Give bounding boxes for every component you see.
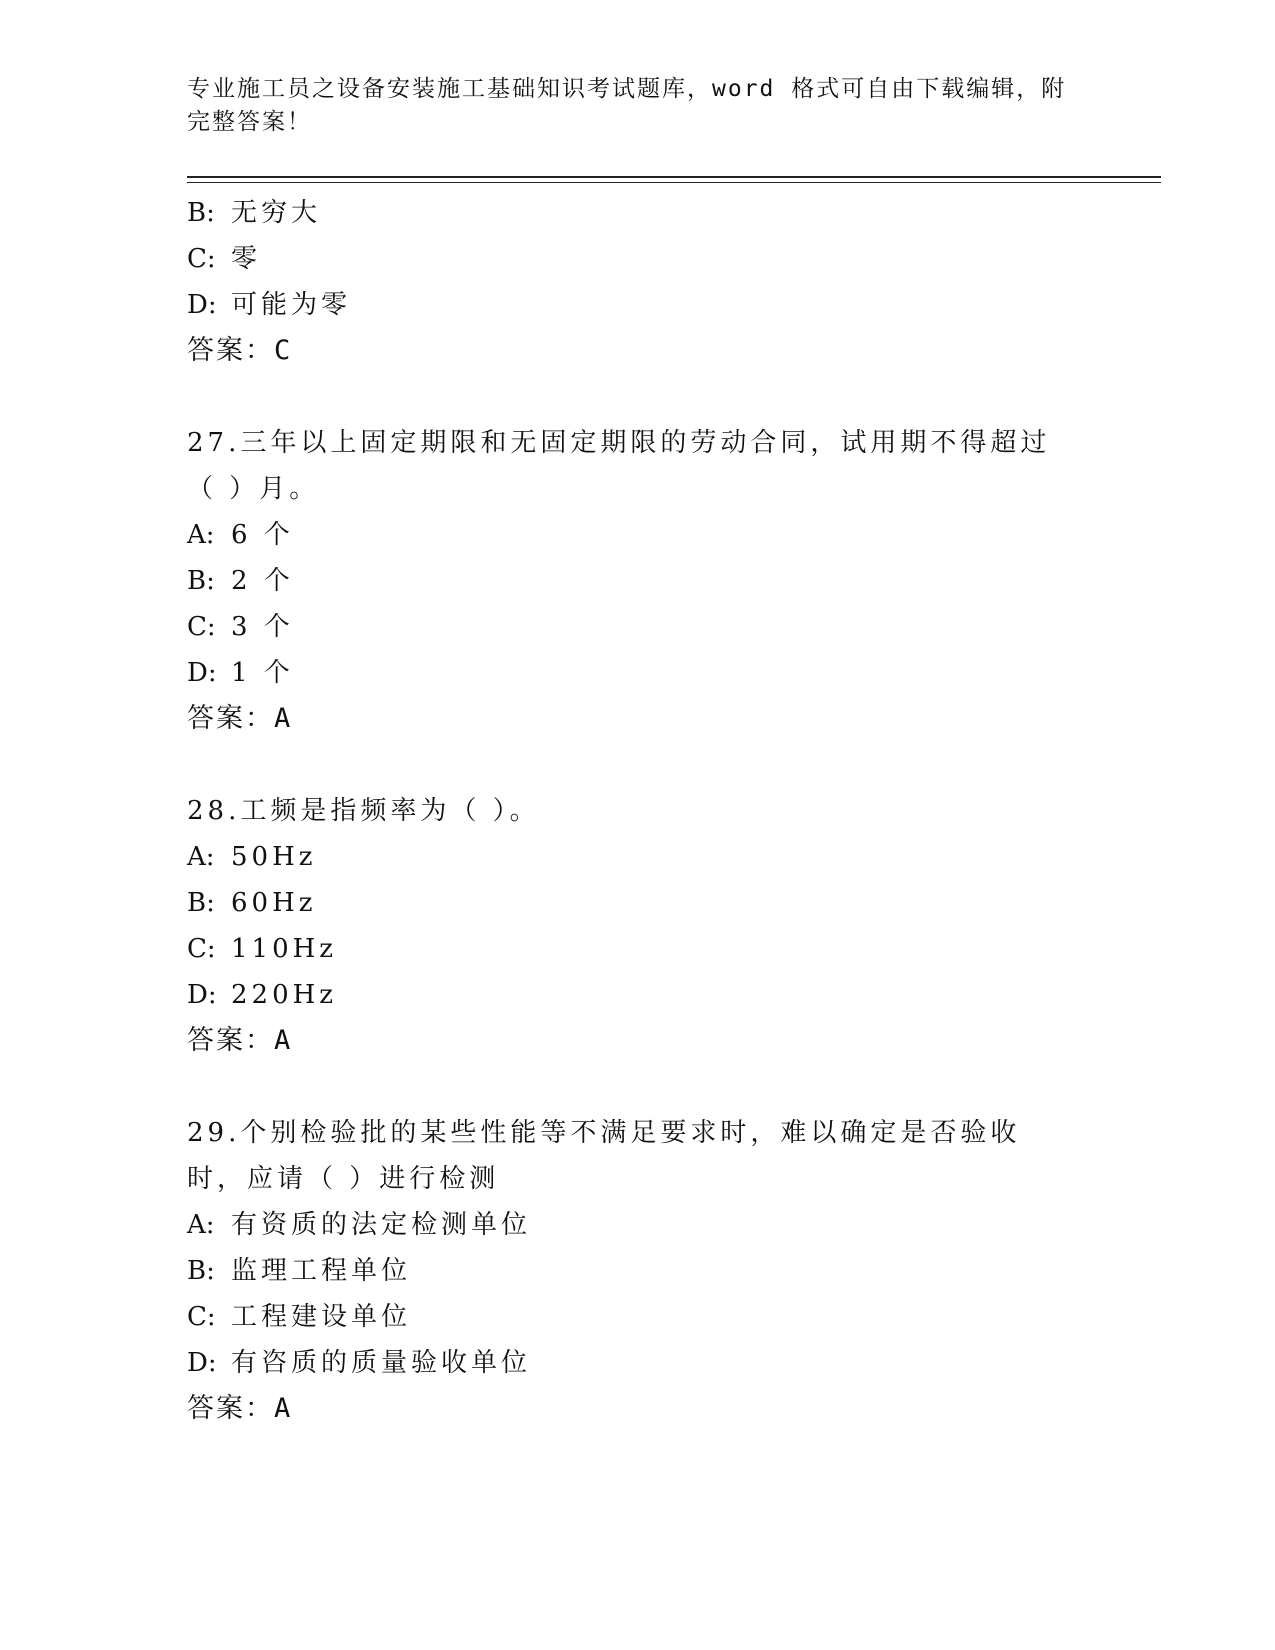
option-d — [187, 650, 1087, 696]
option-d — [187, 1340, 1087, 1386]
option-text: 监理工程单位 — [231, 1256, 412, 1286]
option-b — [187, 558, 1087, 604]
option-b — [187, 190, 1087, 236]
option-a — [187, 1202, 1087, 1248]
question-stem: 27.三年以上固定期限和无固定期限的劳动合同，试用期不得超过（ ）月。 — [187, 428, 1051, 504]
header-rule-thick — [187, 176, 1161, 178]
question-stem: 28.工频是指频率为（ ）。 — [187, 796, 540, 826]
option-c — [187, 236, 1087, 282]
option-text: 工程建设单位 — [231, 1302, 412, 1332]
option-letter: B: — [187, 888, 215, 918]
option-text: 60Hz — [231, 888, 317, 918]
question-28 — [187, 788, 1087, 1064]
option-d — [187, 972, 1087, 1018]
answer-line: 答案：A — [187, 1025, 293, 1056]
answer-line: 答案：A — [187, 703, 293, 734]
question-content — [187, 190, 1087, 1432]
option-text: 可能为零 — [231, 290, 352, 320]
option-a — [187, 834, 1087, 880]
option-text: 无穷大 — [231, 198, 322, 228]
partial-question — [187, 190, 1087, 374]
option-letter: C: — [187, 612, 216, 642]
option-text: 6 个 — [231, 520, 294, 550]
option-text: 220Hz — [231, 980, 337, 1010]
option-text: 有咨质的质量验收单位 — [231, 1348, 532, 1378]
option-text: 50Hz — [231, 842, 317, 872]
option-letter: C: — [187, 244, 216, 274]
header-rule-thin — [187, 182, 1161, 183]
option-letter: D: — [187, 980, 217, 1010]
option-text: 110Hz — [231, 934, 337, 964]
question-27 — [187, 420, 1087, 742]
option-c — [187, 604, 1087, 650]
option-letter: B: — [187, 1256, 215, 1286]
question-29 — [187, 1110, 1087, 1432]
option-c — [187, 1294, 1087, 1340]
option-c — [187, 926, 1087, 972]
option-letter: A: — [187, 520, 215, 550]
question-stem: 29.个别检验批的某些性能等不满足要求时，难以确定是否验收时，应请（ ）进行检测 — [187, 1118, 1021, 1194]
option-d — [187, 282, 1087, 328]
answer-line: 答案：A — [187, 1393, 293, 1424]
option-letter: D: — [187, 658, 217, 688]
option-letter: A: — [187, 842, 215, 872]
option-a — [187, 512, 1087, 558]
answer-line: 答案：C — [187, 335, 293, 366]
option-letter: D: — [187, 290, 217, 320]
option-text: 有资质的法定检测单位 — [231, 1210, 532, 1240]
option-text: 2 个 — [231, 566, 294, 596]
option-letter: B: — [187, 566, 215, 596]
option-text: 零 — [231, 244, 262, 274]
option-text: 1 个 — [231, 658, 294, 688]
option-b — [187, 1248, 1087, 1294]
option-text: 3 个 — [231, 612, 294, 642]
option-letter: A: — [187, 1210, 215, 1240]
option-letter: C: — [187, 934, 216, 964]
option-letter: D: — [187, 1348, 217, 1378]
option-letter: B: — [187, 198, 215, 228]
option-b — [187, 880, 1087, 926]
option-letter: C: — [187, 1302, 216, 1332]
document-header: 专业施工员之设备安装施工基础知识考试题库，word 格式可自由下载编辑，附完整答案！ — [187, 76, 1067, 135]
